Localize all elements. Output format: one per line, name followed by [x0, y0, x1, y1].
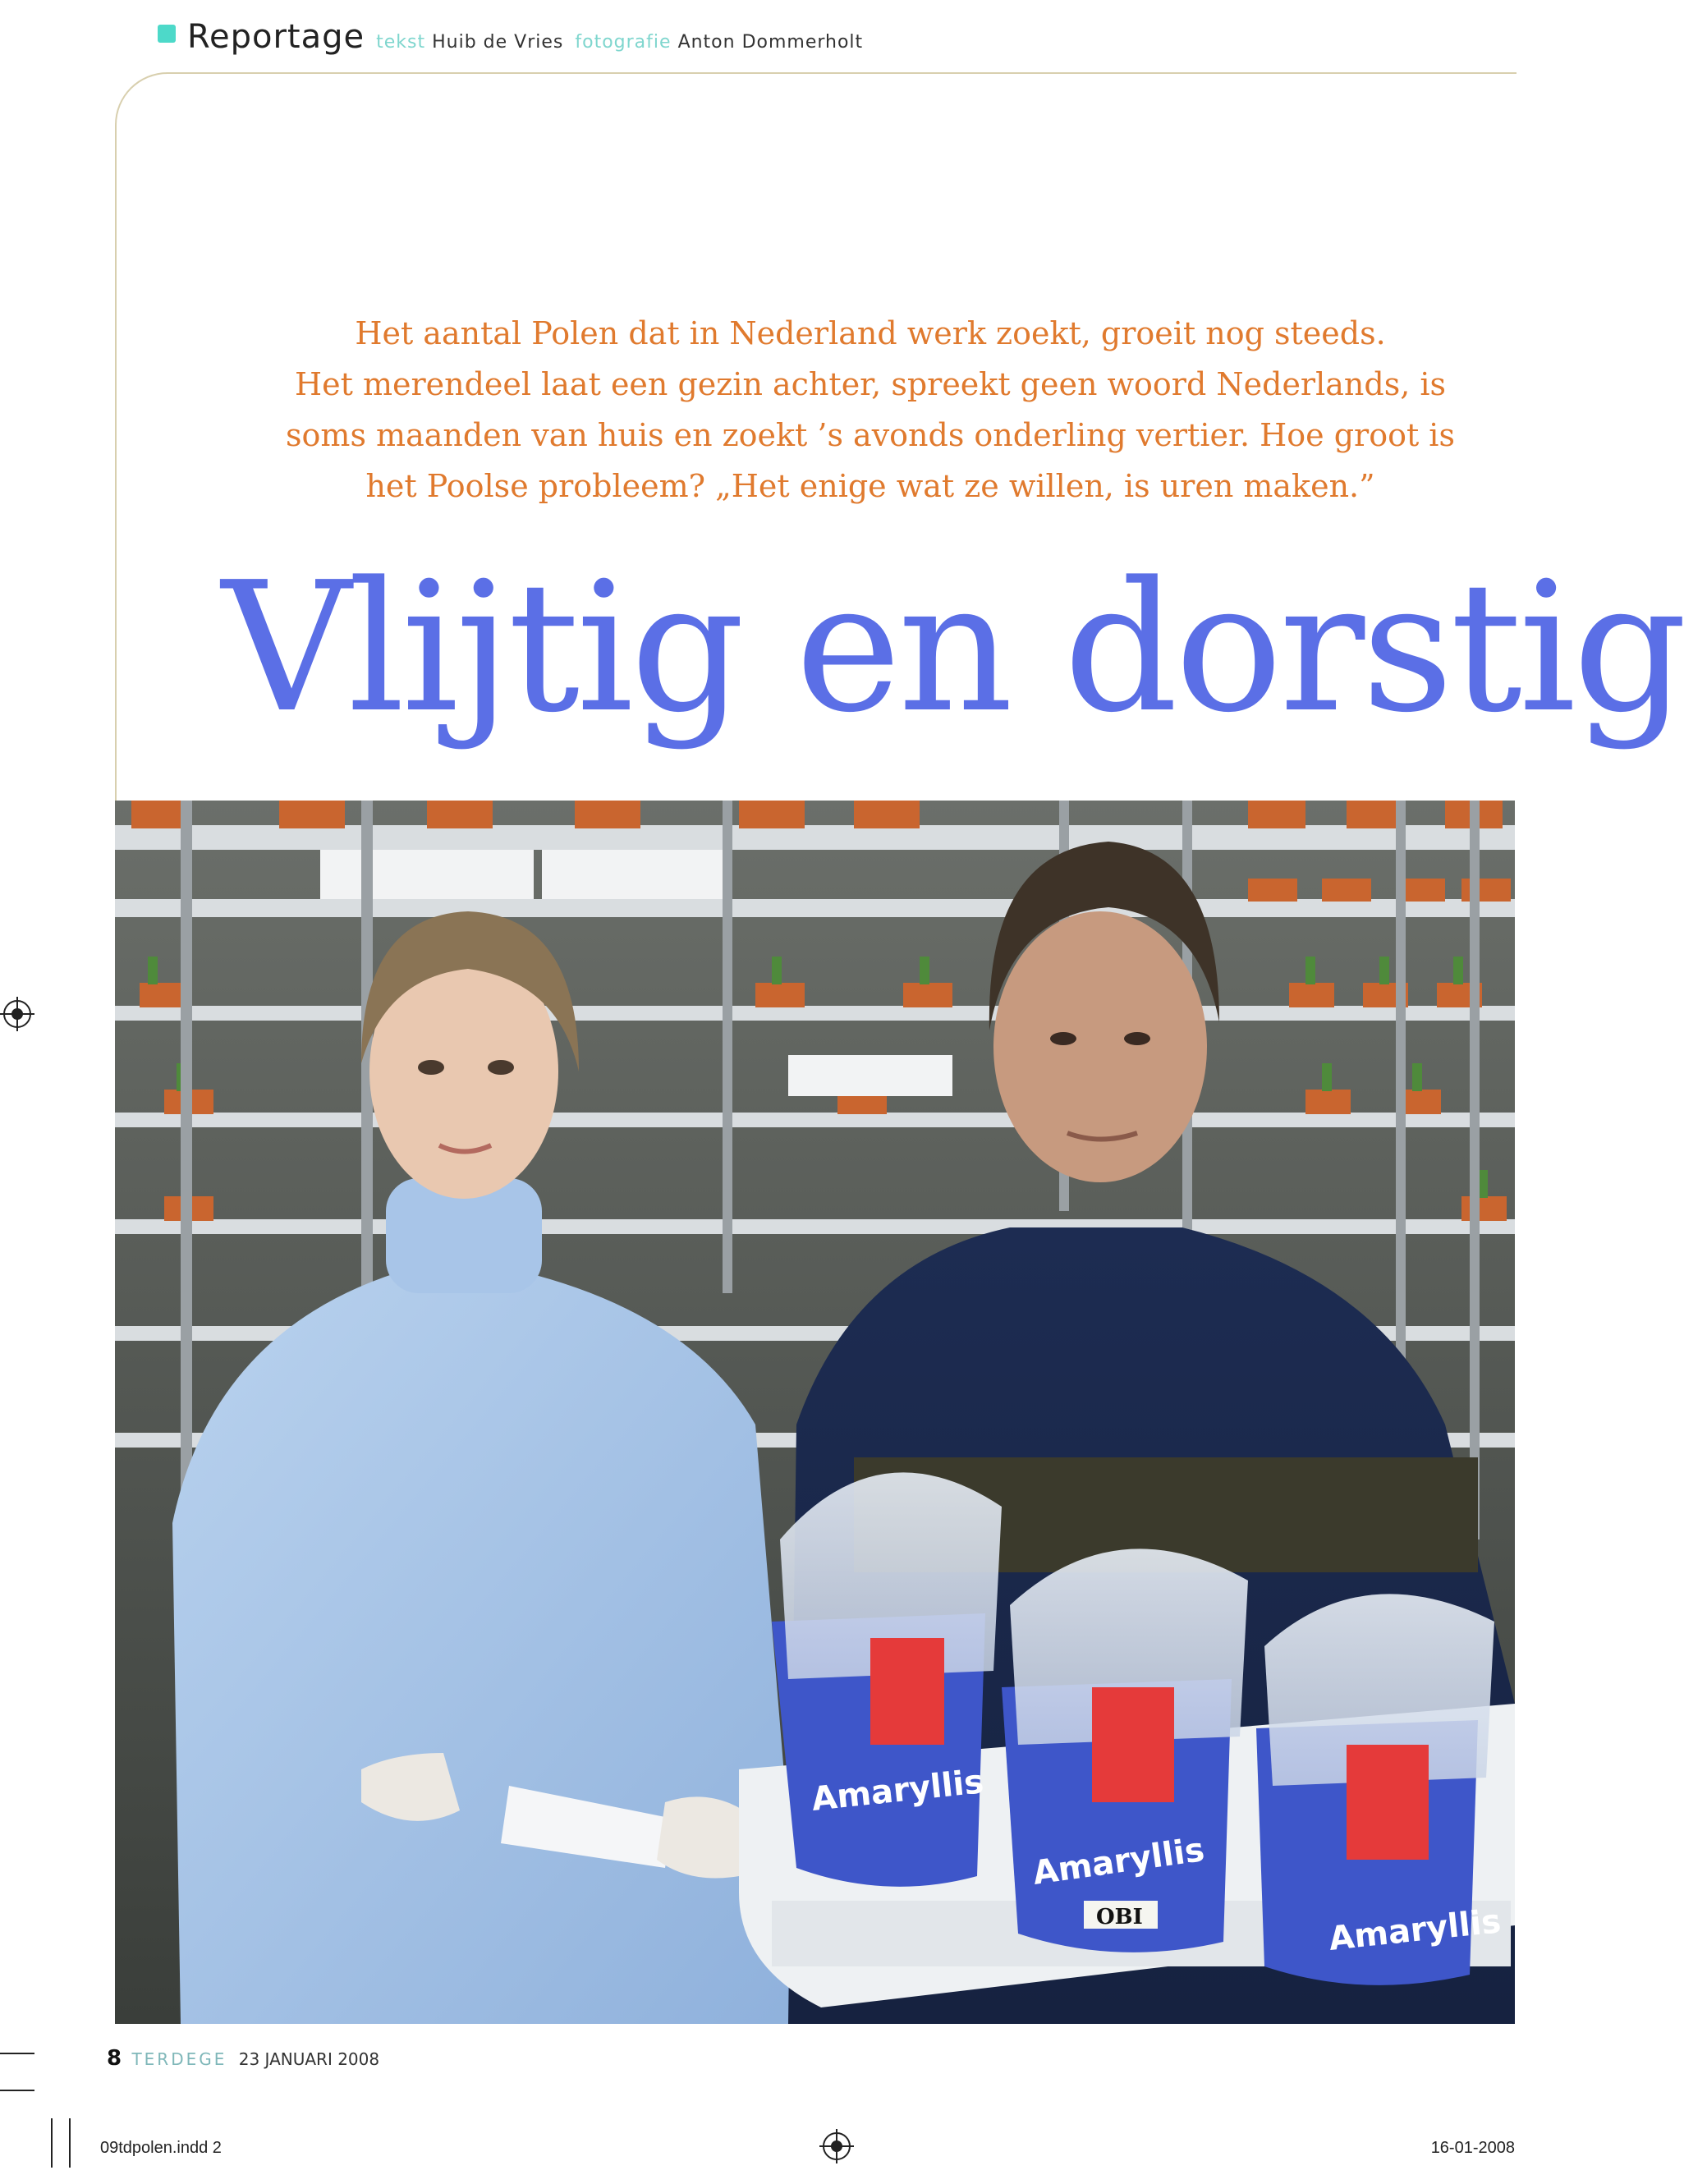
- author-name: Huib de Vries: [432, 32, 564, 53]
- intro-paragraph: [271, 308, 1470, 512]
- byline-header: [158, 18, 863, 61]
- pot-label: Amaryllis: [1030, 1831, 1207, 1893]
- intro-line: het Poolse probleem? „Het enige wat ze willen, is uren maken.”: [365, 468, 1375, 504]
- slug-date: 16-01-2008: [1430, 2139, 1515, 2157]
- crop-mark: [69, 2118, 71, 2168]
- registration-mark-icon: [3, 1000, 31, 1028]
- page-frame-left: [115, 243, 117, 801]
- pot-brand: OBI: [1096, 1905, 1143, 1929]
- section-marker-icon: [158, 25, 176, 43]
- pot-label: Amaryllis: [1327, 1902, 1503, 1958]
- page-frame: [115, 72, 1517, 246]
- section-title: Reportage: [187, 18, 365, 56]
- page-number: 8: [107, 2046, 122, 2071]
- registration-mark-icon: [823, 2132, 851, 2160]
- file-slug: 09tdpolen.indd 2: [100, 2139, 222, 2157]
- page-footer: [107, 2046, 379, 2071]
- magazine-name: TERDEGE: [131, 2049, 227, 2069]
- photographer-name: Anton Dommerholt: [677, 32, 864, 53]
- intro-line: Het merendeel laat een gezin achter, spreekt geen woord Nederlands, is: [294, 366, 1447, 402]
- article-headline: Vlijtig en dorstig: [222, 544, 1684, 752]
- text-credit-label: tekst: [376, 32, 426, 53]
- intro-line: soms maanden van huis en zoekt ’s avonds onderling vertier. Hoe groot is: [286, 417, 1455, 453]
- crop-mark: [0, 2090, 34, 2091]
- photo-credit-label: fotografie: [575, 32, 672, 53]
- article-photo: [115, 801, 1515, 2024]
- crop-mark: [51, 2118, 53, 2168]
- pot-label: Amaryllis: [810, 1763, 986, 1819]
- issue-date: 23 JANUARI 2008: [238, 2049, 380, 2069]
- crop-mark: [0, 2053, 34, 2054]
- intro-line: Het aantal Polen dat in Nederland werk zoekt, groeit nog steeds.: [355, 315, 1386, 351]
